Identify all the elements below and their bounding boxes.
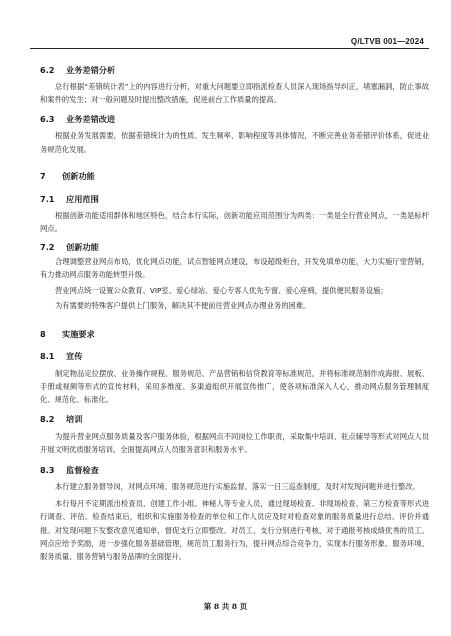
page-number: 第 8 共 8 页 <box>203 602 248 611</box>
section-title: 应用范围 <box>66 193 99 204</box>
section-heading <box>40 170 429 182</box>
section-heading <box>40 413 429 425</box>
section-number: 8.1 <box>40 351 55 362</box>
body-paragraph: 根据业务发展需要，依据差错统计为的性质、发生频率、影响程度等具体情况，不断完善业务差错评价体系，促进业务规范化发展。 <box>40 131 429 154</box>
section-number: 6.3 <box>40 114 55 125</box>
body-paragraph: 本行每月不定期派出检查员、创建工作小组、神秘人等专业人员，通过现场检查、非现场检查、第三方检查等形式进行调查、评估。检查结束后，组织和实施服务检查的单位和工作人员应及时对检查对象的服务质量进行总结、评价并通报。对发现问题下发整改意见通知单，督促支行立即整改。对员工、支行分别进行考核，对于通报考核成绩优秀的员工、网点应给予奖励，进一步强化服务基础管理，规范员工服务行为，提升网点综合竞争力，实现本行服务形象、服务环境、服务质量、服务营销与服务品牌的全面提升。 <box>40 499 429 562</box>
body-paragraph: 总行根据“差错统计表”上的内容进行分析，对重大问题要立即指派检查人员深入现场指导纠正，堵塞漏洞，防止事故和案件的发生；对一般问题及时提出整改措施，促进前台工作质量的提高。 <box>40 82 429 105</box>
section-number: 7 <box>40 170 46 181</box>
section-heading <box>40 193 429 205</box>
section-heading <box>40 464 429 476</box>
body-paragraph: 营业网点统一设置公众教育、VIP室、爱心绿站、爱心专客人优先专窗、爱心座椅，提供便民服务设施； <box>55 285 388 295</box>
section-number: 6.2 <box>40 65 55 75</box>
document-body <box>40 54 429 563</box>
section-number: 8.3 <box>40 465 55 476</box>
header-divider <box>30 48 429 49</box>
body-paragraph: 为提升营业网点服务质量及客户服务体验，根据网点不同岗位工作职责，采取集中培训、驻点辅导等形式对网点人员开展文明优质服务培训，全面提高网点人员服务意识和服务水平。 <box>40 431 429 454</box>
section-title: 宣传 <box>66 351 83 362</box>
body-paragraph: 本行建立服务督导岗，对网点环境、服务规范进行实施监督，落实一日三巡查制度，及时对发现问题并进行整改。 <box>55 482 420 492</box>
body-paragraph: 制定物品定位摆放、业务操作规程、服务规范、产品营销和信贷教育等标准规范，并将标准规范制作成海报、展板、手册或视频等形式的宣传材料，采用多维度、多渠道组织开展宣传推广，使各项标准深入人心，推动网点服务管理制度化、规范化、标准化。 <box>40 369 429 405</box>
section-title: 创新功能 <box>66 242 99 253</box>
section-title: 培训 <box>66 413 83 424</box>
body-paragraph: 根据创新功能适用群体和地区特色，结合本行实际，创新功能应用范围分为两类：一类是全行营业网点，一类是标杆网点。 <box>40 210 429 234</box>
section-number: 7.1 <box>40 193 55 204</box>
body-paragraph: 为有需要的特殊客户提供上门服务，解决其不便前往营业网点办理业务的困难。 <box>55 300 311 310</box>
document-code: Q/LTVB 001—2024 <box>350 37 424 46</box>
section-heading <box>40 113 429 125</box>
section-heading <box>40 350 429 362</box>
section-title: 业务差错改进 <box>66 114 116 125</box>
section-heading <box>40 241 429 253</box>
section-heading <box>40 64 429 76</box>
section-number: 8 <box>40 329 46 340</box>
body-paragraph: 合理调整营业网点布局，优化网点功能，试点智能网点建设，布设超级柜台，开发免填单功能，大力实施厅堂营销，有力推动网点服务功能转型升级。 <box>40 257 429 280</box>
section-number: 7.2 <box>40 242 55 253</box>
section-title: 实施要求 <box>62 329 95 340</box>
section-title: 业务差错分析 <box>66 65 116 75</box>
section-title: 监督检查 <box>66 465 99 476</box>
section-title: 创新功能 <box>62 170 95 181</box>
section-number: 8.2 <box>40 413 55 424</box>
section-heading <box>40 328 429 340</box>
